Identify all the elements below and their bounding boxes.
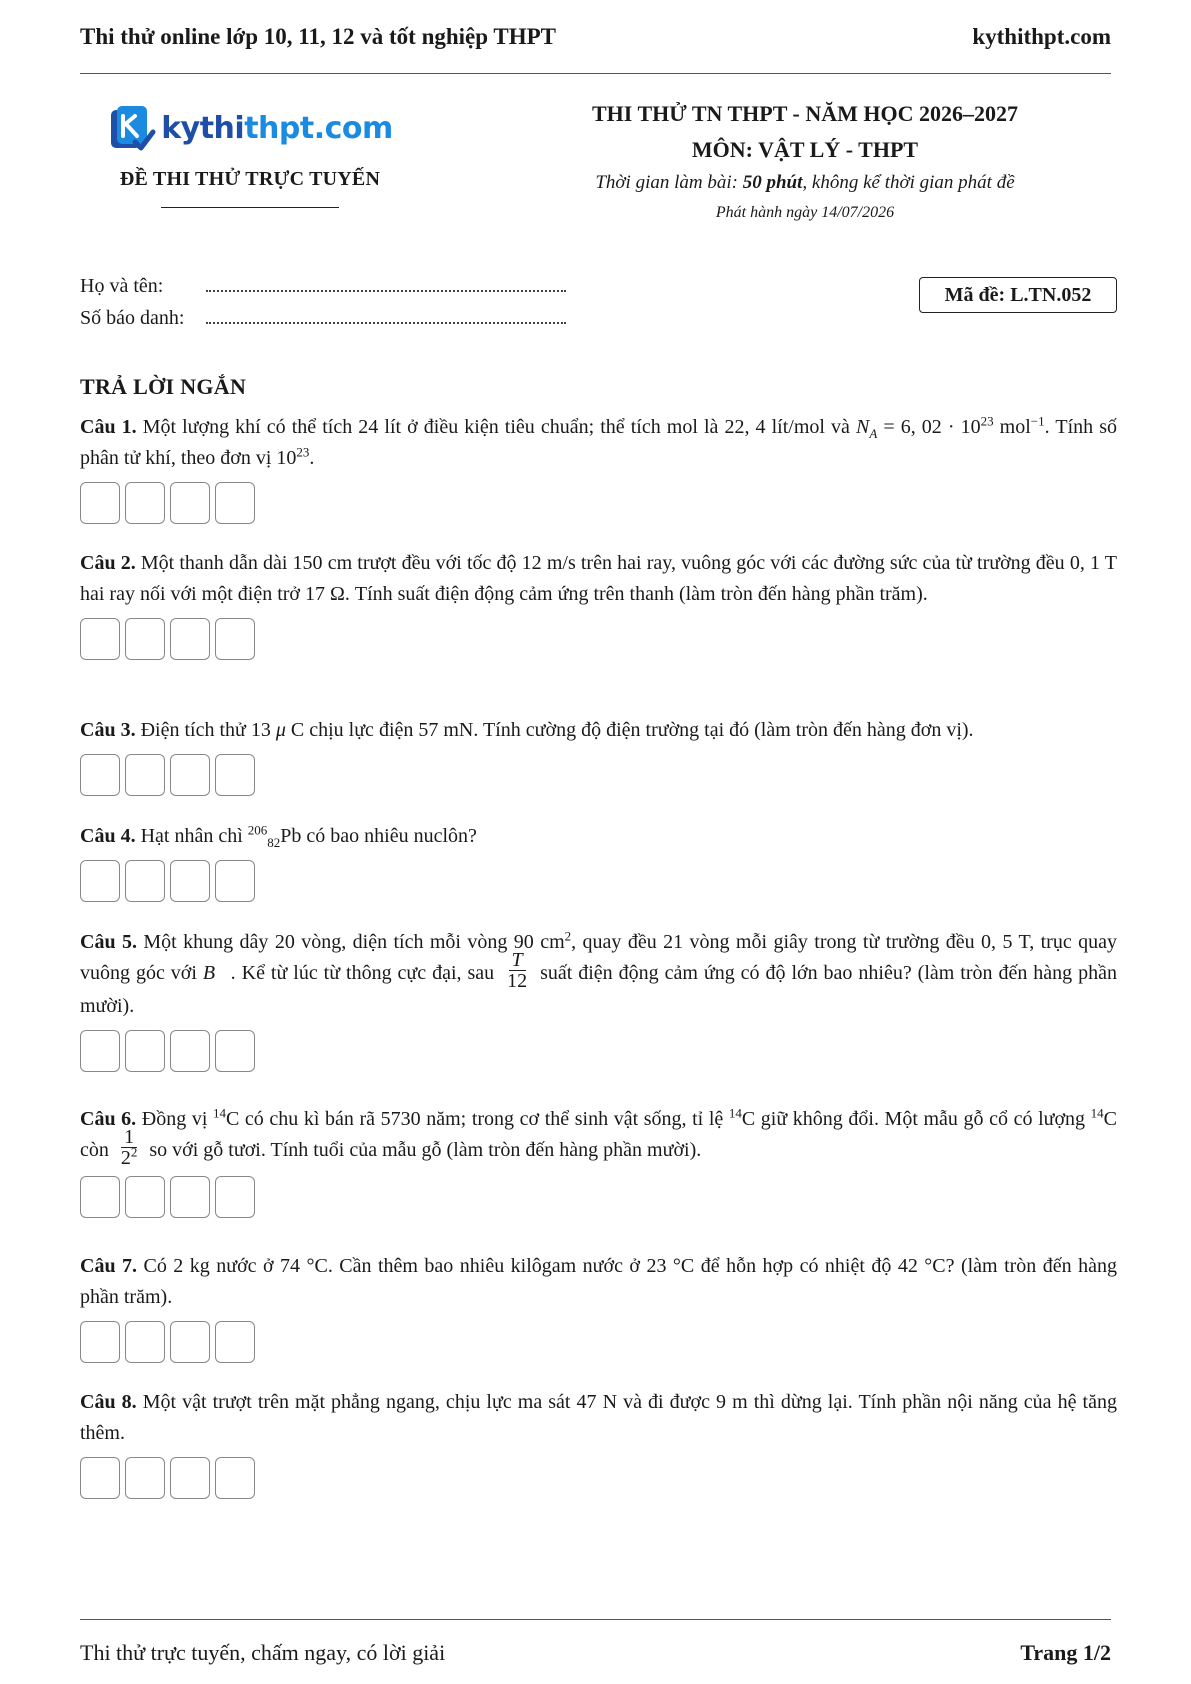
page-footer: [80, 1640, 1111, 1666]
brand-subtitle: ĐỀ THI THỬ TRỰC TUYẾN: [119, 168, 381, 190]
answer-box[interactable]: [80, 1030, 120, 1072]
question-8: [80, 1387, 1117, 1499]
answer-box[interactable]: [170, 1321, 210, 1363]
logo-text-part-b: thpt.com: [244, 110, 393, 146]
question-number: Câu 8.: [80, 1391, 137, 1413]
question-number: Câu 2.: [80, 552, 136, 574]
question-number: Câu 1.: [80, 416, 137, 438]
question-text: Câu 4. Hạt nhân chì $^{206}_{82}$Pb có bao nhiêu nuclôn?: [80, 822, 477, 850]
answer-boxes: [80, 1321, 1117, 1363]
header-site[interactable]: kythithpt.com: [972, 24, 1111, 49]
id-label: Số báo danh:: [80, 307, 185, 329]
answer-box[interactable]: [170, 860, 210, 902]
answer-box[interactable]: [215, 860, 255, 902]
question-text: Câu 2. Một thanh dẫn dài 150 cm trượt đều với tốc độ 12 m/s trên hai ray, vuông góc với các đường sức của từ trường đều 0, 1 T hai ray nối với một điện trở 17 Ω. Tính suất điện động cảm ứng trên thanh (làm tròn đến hàng phần trăm).: [80, 552, 1117, 605]
logo-wordmark: [161, 111, 393, 146]
site-logo[interactable]: [80, 98, 420, 158]
answer-boxes: [80, 754, 1117, 796]
question-text: Câu 7. Có 2 kg nước ở 74 °C. Cần thêm bao nhiêu kilôgam nước ở 23 °C để hỗn hợp có nhiệt độ 42 °C? (làm tròn đến hàng phần trăm).: [80, 1255, 1117, 1308]
question-number: Câu 7.: [80, 1255, 138, 1277]
footer-tagline: Thi thử trực tuyến, chấm ngay, có lời giải: [80, 1640, 446, 1665]
exam-title: THI THỬ TN THPT - NĂM HỌC 2026–2027: [592, 101, 1018, 126]
exam-code-badge: Mã đề: L.TN.052: [919, 277, 1117, 313]
release-date: Phát hành ngày 14/07/2026: [715, 204, 895, 221]
header-title: Thi thử online lớp 10, 11, 12 và tốt nghiệp THPT: [80, 24, 556, 49]
question-number: Câu 4.: [80, 825, 136, 847]
question-7: [80, 1251, 1117, 1363]
answer-box[interactable]: [170, 618, 210, 660]
question-6: [80, 1104, 1117, 1218]
answer-box[interactable]: [125, 754, 165, 796]
answer-box[interactable]: [215, 1176, 255, 1218]
duration-value: 50 phút: [742, 172, 803, 193]
answer-boxes: [80, 1030, 1117, 1072]
answer-box[interactable]: [215, 1030, 255, 1072]
answer-boxes: [80, 1457, 1117, 1499]
name-field[interactable]: [206, 270, 566, 292]
question-text: Câu 3. Điện tích thử 13 μ C chịu lực điện 57 mN. Tính cường độ điện trường tại đó (làm tròn đến hàng đơn vị).: [80, 719, 974, 741]
section-title: TRẢ LỜI NGẮN: [80, 374, 247, 399]
brand-block: [80, 98, 420, 208]
exam-info: [520, 96, 1090, 222]
question-text: Câu 5. Một khung dây 20 vòng, diện tích mỗi vòng 90 $cm^2$, quay đều 21 vòng mỗi giây trong từ trường đều 0, 5 T, trục quay vuông góc với B⃗. Kể từ lúc từ thông cực đại, sau $\frac{T}{12}$ suất điện động cảm ứng có độ lớn bao nhiêu? (làm tròn đến hàng phần mười).: [80, 928, 1117, 1017]
fraction: $\frac{1}{2^2}$: [120, 1126, 138, 1169]
kythithpt-logo-icon: [107, 102, 157, 154]
answer-box[interactable]: [125, 1176, 165, 1218]
answer-box[interactable]: [170, 482, 210, 524]
page-number: Trang 1/2: [1020, 1640, 1111, 1665]
logo-text-part-a: kythi: [161, 110, 245, 146]
answer-box[interactable]: [215, 754, 255, 796]
answer-box[interactable]: [125, 1457, 165, 1499]
answer-box[interactable]: [170, 1457, 210, 1499]
answer-boxes: [80, 860, 1117, 902]
answer-box[interactable]: [125, 618, 165, 660]
answer-box[interactable]: [80, 1176, 120, 1218]
question-number: Câu 6.: [80, 1108, 137, 1130]
question-4: [80, 821, 1117, 902]
answer-box[interactable]: [125, 860, 165, 902]
answer-box[interactable]: [80, 618, 120, 660]
brand-underline: [161, 207, 339, 208]
answer-box[interactable]: [125, 482, 165, 524]
fraction: $\frac{T}{12}$: [507, 949, 528, 992]
answer-boxes: [80, 482, 1117, 524]
duration-prefix: Thời gian làm bài:: [595, 172, 743, 193]
question-number: Câu 3.: [80, 719, 136, 741]
answer-box[interactable]: [215, 1457, 255, 1499]
answer-box[interactable]: [125, 1321, 165, 1363]
name-label: Họ và tên:: [80, 275, 164, 297]
candidate-info: [80, 266, 566, 330]
question-text: Câu 8. Một vật trượt trên mặt phẳng ngang, chịu lực ma sát 47 N và đi được 9 m thì dừng lại. Tính phần nội năng của hệ tăng thêm.: [80, 1391, 1117, 1444]
question-3: [80, 715, 1117, 796]
answer-boxes: [80, 618, 1117, 660]
answer-box[interactable]: [215, 482, 255, 524]
question-2: [80, 548, 1117, 660]
answer-box[interactable]: [170, 754, 210, 796]
answer-boxes: [80, 1176, 1117, 1218]
id-row: [80, 298, 566, 330]
exam-duration: [520, 172, 1090, 194]
id-field[interactable]: [206, 302, 566, 324]
question-text: Câu 1. Một lượng khí có thể tích 24 lít ở điều kiện tiêu chuẩn; thể tích mol là 22, 4 lít/mol và $N_A = 6$, $02 \cdot 10^{23}$ mol$^{-1}$. Tính số phân tử khí, theo đơn vị $10^{23}$.: [80, 413, 1117, 469]
header-divider: [80, 73, 1111, 74]
footer-divider: [80, 1619, 1111, 1620]
question-number: Câu 5.: [80, 931, 137, 953]
answer-box[interactable]: [80, 860, 120, 902]
answer-box[interactable]: [80, 1457, 120, 1499]
answer-box[interactable]: [170, 1030, 210, 1072]
answer-box[interactable]: [215, 618, 255, 660]
answer-box[interactable]: [80, 1321, 120, 1363]
question-5: [80, 927, 1117, 1072]
page-header: [80, 22, 1111, 52]
answer-box[interactable]: [215, 1321, 255, 1363]
answer-box[interactable]: [80, 754, 120, 796]
question-1: [80, 412, 1117, 524]
answer-box[interactable]: [125, 1030, 165, 1072]
exam-subject: MÔN: VẬT LÝ - THPT: [691, 137, 919, 162]
question-text: Câu 6. Đồng vị $^{14}$C có chu kì bán rã 5730 năm; trong cơ thể sinh vật sống, tỉ lệ $^{14}$C giữ không đổi. Một mẫu gỗ cổ có lượng $^{14}$C còn $\frac{1}{2^2}$ so với gỗ tươi. Tính tuổi của mẫu gỗ (làm tròn đến hàng phần mười).: [80, 1105, 1118, 1169]
answer-box[interactable]: [170, 1176, 210, 1218]
answer-box[interactable]: [80, 482, 120, 524]
duration-suffix: , không kể thời gian phát đề: [802, 172, 1015, 193]
name-row: [80, 266, 566, 298]
